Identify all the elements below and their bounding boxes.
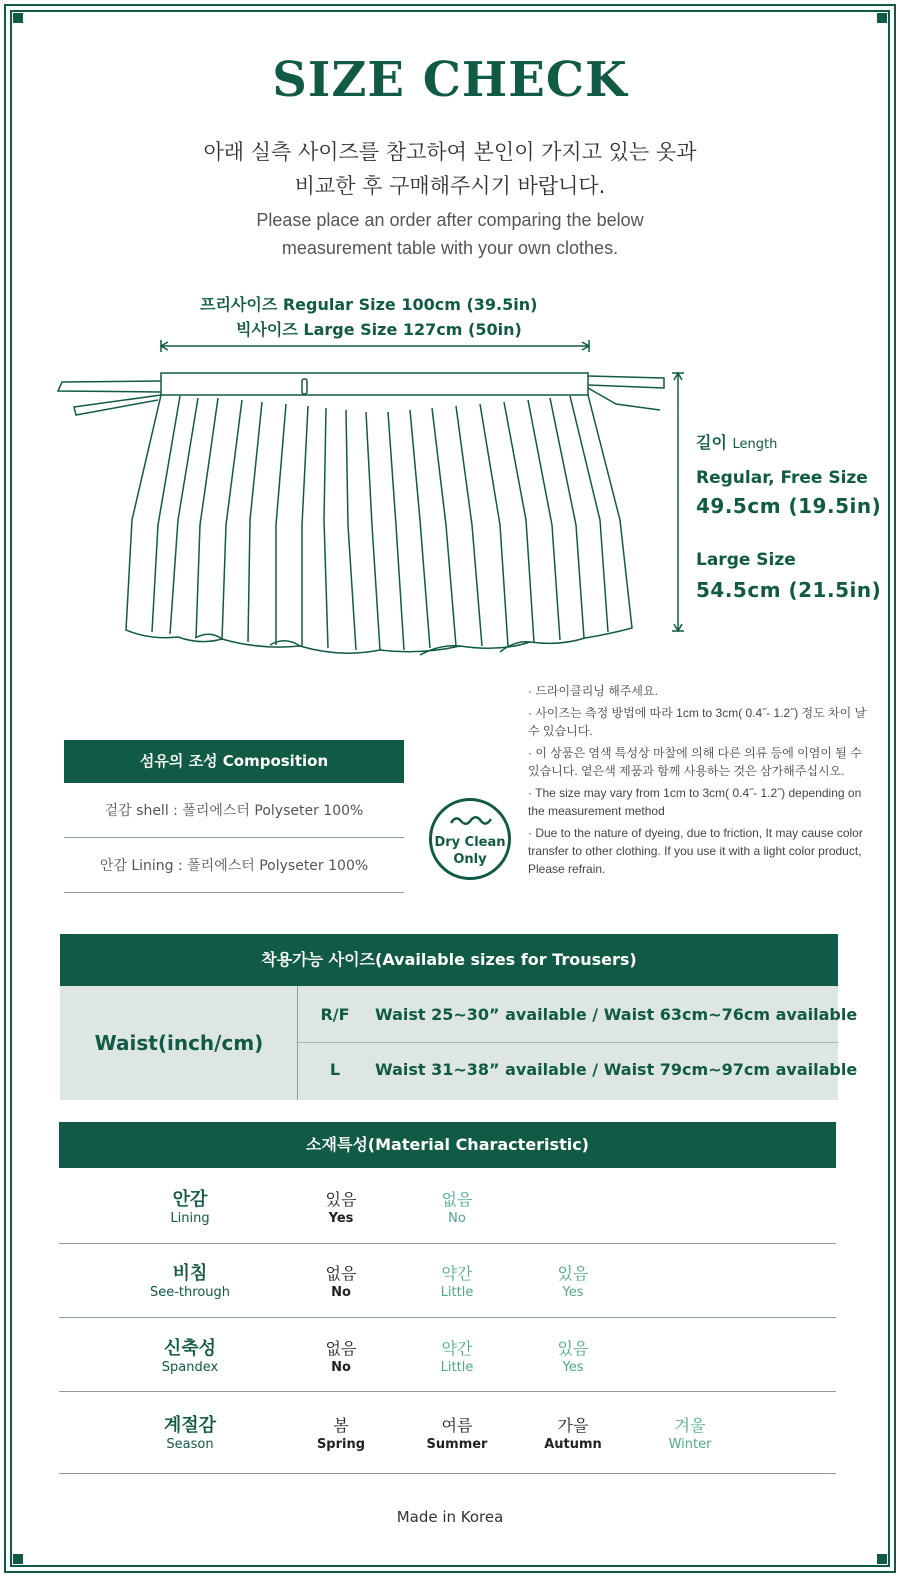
composition-heading: 섬유의 조성 Composition [64,740,404,783]
option-see-through-yes: 있음 Yes [557,1264,589,1300]
material-row-divider [59,1243,836,1244]
size-text-l: Waist 31~38” available / Waist 79cm~97cm available [375,1060,858,1079]
regular-size-width: 프리사이즈 Regular Size 100cm (39.5in) [200,295,538,314]
intro-english: Please place an order after comparing the below measurement table with your own clothes. [256,210,644,258]
material-row-divider [59,1317,836,1318]
corner-bottom-right [877,1554,887,1564]
option-season-spring: 봄 Spring [316,1416,366,1452]
dry-clean-badge: Dry Clean Only [429,798,511,880]
regular-length-label: Regular, Free Size [696,468,868,488]
size-text-rf: Waist 25~30” available / Waist 63cm~76cm available [375,1005,858,1024]
page-title: SIZE CHECK [272,52,628,108]
waist-label: Waist(inch/cm) [94,1031,264,1055]
corner-bottom-left [13,1554,23,1564]
material-label-lining: 안감 Lining [170,1189,210,1226]
large-size-width: 빅사이즈 Large Size 127cm (50in) [236,320,522,339]
material-heading: 소재특성(Material Characteristic) [59,1122,836,1168]
material-bottom-line [59,1473,836,1474]
note-item: · Due to the nature of dyeing, due to friction, It may cause color transfer to other clothing. If you use it with a light color product, Please refrain. [528,826,863,876]
option-see-through-little: 약간 Little [440,1264,474,1300]
regular-length-value: 49.5cm (19.5in) [696,494,882,518]
large-length-label: Large Size [696,550,796,570]
sizes-row-divider [298,1042,838,1043]
length-title: 길이 Length [696,433,778,452]
note-item: · The size may vary from 1cm to 3cm( 0.4˝- 1.2˝) depending on the measurement method [528,786,862,818]
option-spandex-yes: 있음 Yes [557,1339,589,1375]
size-code-l: L [329,1060,341,1079]
note-item: · 사이즈는 측정 방법에 따라 1cm to 3cm( 0.4˝- 1.2˝) 정도 차이 날 수 있습니다. [528,706,867,738]
option-season-winter: 겨울 Winter [668,1416,712,1452]
note-item: · 드라이클리닝 해주세요. [528,684,658,698]
material-label-season: 계절감 Season [163,1415,217,1452]
option-spandex-no: 없음 No [325,1339,357,1375]
material-label-spandex: 신축성 Spandex [161,1338,219,1375]
composition-shell: 겉감 shell : 폴리에스터 Polyseter 100% [64,784,404,838]
option-season-summer: 여름 Summer [426,1416,488,1452]
option-lining-no: 없음 No [441,1190,473,1226]
option-see-through-no: 없음 No [325,1264,357,1300]
option-spandex-little: 약간 Little [440,1339,474,1375]
corner-top-right [877,13,887,23]
option-season-autumn: 가을 Autumn [544,1416,602,1452]
large-length-value: 54.5cm (21.5in) [696,578,882,602]
made-in-label: Made in Korea [396,1508,504,1526]
note-item: · 이 상품은 염색 특성상 마찰에 의해 다른 의류 등에 이염이 될 수 있습니다. 옅은색 제품과 함께 사용하는 것은 삼가해주십시오. [528,746,862,778]
sizes-heading: 착용가능 사이즈(Available sizes for Trousers) [60,934,838,986]
sizes-divider [297,986,298,1100]
size-code-rf: R/F [320,1005,350,1024]
material-row-divider [59,1391,836,1392]
option-lining-yes: 있음 Yes [325,1190,357,1226]
intro-korean: 아래 실측 사이즈를 참고하여 본인이 가지고 있는 옷과 비교한 후 구매해주시기 바랍니다. [203,140,697,198]
corner-top-left [13,13,23,23]
care-notes [528,682,868,882]
wave-icon [450,813,492,827]
composition-lining: 안감 Lining : 폴리에스터 Polyseter 100% [64,839,404,893]
material-label-see-through: 비침 See-through [149,1263,231,1300]
